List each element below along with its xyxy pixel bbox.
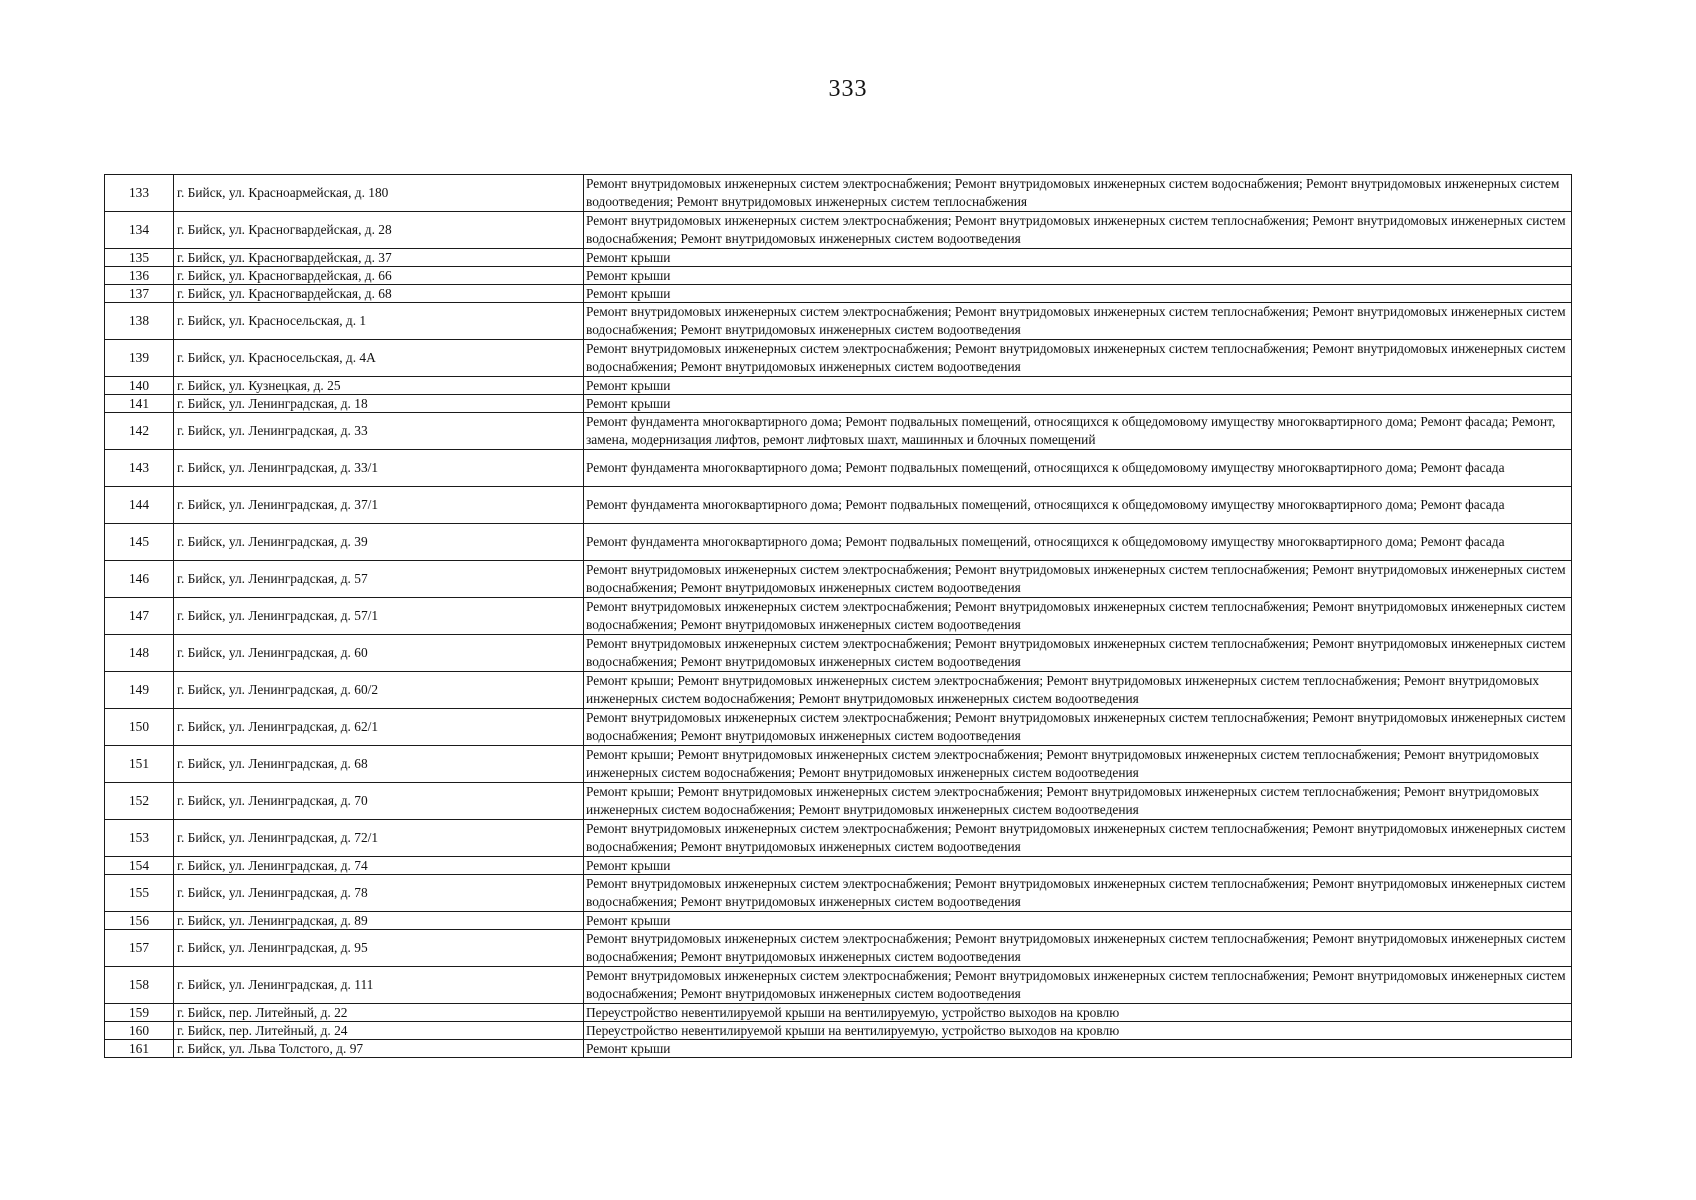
row-number: 144 — [105, 487, 174, 524]
row-works: Ремонт фундамента многоквартирного дома; Ремонт подвальных помещений, относящихся к общедомовому имуществу многоквартирного дома; Ремонт фасада — [584, 450, 1572, 487]
row-works: Ремонт внутридомовых инженерных систем электроснабжения; Ремонт внутридомовых инженерных систем теплоснабжения; Ремонт внутридомовых инженерных систем водоснабжения; Ремонт внутридомовых инженерных систем водоотведения — [584, 340, 1572, 377]
row-address: г. Бийск, ул. Красногвардейская, д. 66 — [174, 267, 584, 285]
row-works: Ремонт крыши — [584, 395, 1572, 413]
row-works: Ремонт внутридомовых инженерных систем электроснабжения; Ремонт внутридомовых инженерных систем теплоснабжения; Ремонт внутридомовых инженерных систем водоснабжения; Ремонт внутридомовых инженерных систем водоотведения — [584, 709, 1572, 746]
row-works: Ремонт фундамента многоквартирного дома; Ремонт подвальных помещений, относящихся к общедомовому имуществу многоквартирного дома; Ремонт фасада — [584, 524, 1572, 561]
row-address: г. Бийск, ул. Красногвардейская, д. 37 — [174, 249, 584, 267]
row-address: г. Бийск, ул. Ленинградская, д. 39 — [174, 524, 584, 561]
table-row — [105, 249, 1572, 267]
row-works: Ремонт крыши — [584, 267, 1572, 285]
table-row — [105, 413, 1572, 450]
row-works: Ремонт внутридомовых инженерных систем электроснабжения; Ремонт внутридомовых инженерных систем теплоснабжения; Ремонт внутридомовых инженерных систем водоснабжения; Ремонт внутридомовых инженерных систем водоотведения — [584, 598, 1572, 635]
row-number: 156 — [105, 912, 174, 930]
table-row — [105, 1022, 1572, 1040]
table-row — [105, 930, 1572, 967]
row-number: 135 — [105, 249, 174, 267]
row-number: 139 — [105, 340, 174, 377]
row-works: Ремонт крыши — [584, 377, 1572, 395]
row-number: 145 — [105, 524, 174, 561]
row-address: г. Бийск, ул. Красносельская, д. 1 — [174, 303, 584, 340]
row-number: 142 — [105, 413, 174, 450]
row-address: г. Бийск, ул. Ленинградская, д. 72/1 — [174, 820, 584, 857]
row-address: г. Бийск, ул. Ленинградская, д. 57 — [174, 561, 584, 598]
row-address: г. Бийск, ул. Красноармейская, д. 180 — [174, 175, 584, 212]
repair-works-table — [104, 174, 1572, 1058]
row-number: 155 — [105, 875, 174, 912]
row-address: г. Бийск, ул. Ленинградская, д. 18 — [174, 395, 584, 413]
table-row — [105, 1004, 1572, 1022]
table-row — [105, 598, 1572, 635]
table-row — [105, 285, 1572, 303]
row-address: г. Бийск, ул. Льва Толстого, д. 97 — [174, 1040, 584, 1058]
row-address: г. Бийск, ул. Ленинградская, д. 60/2 — [174, 672, 584, 709]
row-works: Ремонт фундамента многоквартирного дома; Ремонт подвальных помещений, относящихся к общедомовому имуществу многоквартирного дома; Ремонт фасада — [584, 487, 1572, 524]
row-number: 140 — [105, 377, 174, 395]
row-number: 151 — [105, 746, 174, 783]
row-works: Ремонт внутридомовых инженерных систем электроснабжения; Ремонт внутридомовых инженерных систем водоснабжения; Ремонт внутридомовых инженерных систем водоотведения; Ремонт внутридомовых инженерных систем теплоснабжения — [584, 175, 1572, 212]
table-row — [105, 487, 1572, 524]
row-address: г. Бийск, ул. Красногвардейская, д. 68 — [174, 285, 584, 303]
row-works: Ремонт внутридомовых инженерных систем электроснабжения; Ремонт внутридомовых инженерных систем теплоснабжения; Ремонт внутридомовых инженерных систем водоснабжения; Ремонт внутридомовых инженерных систем водоотведения — [584, 212, 1572, 249]
table-row — [105, 175, 1572, 212]
row-address: г. Бийск, ул. Ленинградская, д. 78 — [174, 875, 584, 912]
row-works: Ремонт крыши; Ремонт внутридомовых инженерных систем электроснабжения; Ремонт внутридомовых инженерных систем теплоснабжения; Ремонт внутридомовых инженерных систем водоснабжения; Ремонт внутридомовых инженерных систем водоотведения — [584, 672, 1572, 709]
row-address: г. Бийск, ул. Ленинградская, д. 68 — [174, 746, 584, 783]
row-number: 150 — [105, 709, 174, 746]
table-row — [105, 857, 1572, 875]
table-row — [105, 524, 1572, 561]
row-number: 147 — [105, 598, 174, 635]
table-row — [105, 212, 1572, 249]
table-row — [105, 340, 1572, 377]
row-address: г. Бийск, ул. Ленинградская, д. 89 — [174, 912, 584, 930]
row-address: г. Бийск, ул. Красносельская, д. 4А — [174, 340, 584, 377]
row-works: Переустройство невентилируемой крыши на вентилируемую, устройство выходов на кровлю — [584, 1004, 1572, 1022]
table-row — [105, 450, 1572, 487]
table-row — [105, 561, 1572, 598]
row-number: 159 — [105, 1004, 174, 1022]
row-address: г. Бийск, ул. Ленинградская, д. 70 — [174, 783, 584, 820]
row-address: г. Бийск, ул. Ленинградская, д. 33 — [174, 413, 584, 450]
row-address: г. Бийск, ул. Кузнецкая, д. 25 — [174, 377, 584, 395]
table-row — [105, 377, 1572, 395]
table-row — [105, 912, 1572, 930]
row-address: г. Бийск, ул. Ленинградская, д. 74 — [174, 857, 584, 875]
row-number: 138 — [105, 303, 174, 340]
row-number: 158 — [105, 967, 174, 1004]
row-number: 133 — [105, 175, 174, 212]
row-works: Ремонт крыши — [584, 285, 1572, 303]
row-works: Ремонт внутридомовых инженерных систем электроснабжения; Ремонт внутридомовых инженерных систем теплоснабжения; Ремонт внутридомовых инженерных систем водоснабжения; Ремонт внутридомовых инженерных систем водоотведения — [584, 967, 1572, 1004]
row-number: 134 — [105, 212, 174, 249]
row-address: г. Бийск, ул. Ленинградская, д. 60 — [174, 635, 584, 672]
row-address: г. Бийск, пер. Литейный, д. 24 — [174, 1022, 584, 1040]
table-row — [105, 672, 1572, 709]
row-address: г. Бийск, ул. Ленинградская, д. 95 — [174, 930, 584, 967]
row-works: Ремонт внутридомовых инженерных систем электроснабжения; Ремонт внутридомовых инженерных систем теплоснабжения; Ремонт внутридомовых инженерных систем водоснабжения; Ремонт внутридомовых инженерных систем водоотведения — [584, 303, 1572, 340]
row-works: Ремонт внутридомовых инженерных систем электроснабжения; Ремонт внутридомовых инженерных систем теплоснабжения; Ремонт внутридомовых инженерных систем водоснабжения; Ремонт внутридомовых инженерных систем водоотведения — [584, 635, 1572, 672]
row-works: Ремонт внутридомовых инженерных систем электроснабжения; Ремонт внутридомовых инженерных систем теплоснабжения; Ремонт внутридомовых инженерных систем водоснабжения; Ремонт внутридомовых инженерных систем водоотведения — [584, 820, 1572, 857]
row-works: Ремонт крыши — [584, 249, 1572, 267]
row-number: 154 — [105, 857, 174, 875]
row-works: Ремонт крыши; Ремонт внутридомовых инженерных систем электроснабжения; Ремонт внутридомовых инженерных систем теплоснабжения; Ремонт внутридомовых инженерных систем водоснабжения; Ремонт внутридомовых инженерных систем водоотведения — [584, 783, 1572, 820]
row-works: Ремонт внутридомовых инженерных систем электроснабжения; Ремонт внутридомовых инженерных систем теплоснабжения; Ремонт внутридомовых инженерных систем водоснабжения; Ремонт внутридомовых инженерных систем водоотведения — [584, 930, 1572, 967]
table-row — [105, 967, 1572, 1004]
row-address: г. Бийск, ул. Ленинградская, д. 33/1 — [174, 450, 584, 487]
row-number: 148 — [105, 635, 174, 672]
row-address: г. Бийск, ул. Ленинградская, д. 62/1 — [174, 709, 584, 746]
row-number: 137 — [105, 285, 174, 303]
row-number: 157 — [105, 930, 174, 967]
row-works: Ремонт крыши — [584, 1040, 1572, 1058]
row-works: Ремонт крыши; Ремонт внутридомовых инженерных систем электроснабжения; Ремонт внутридомовых инженерных систем теплоснабжения; Ремонт внутридомовых инженерных систем водоснабжения; Ремонт внутридомовых инженерных систем водоотведения — [584, 746, 1572, 783]
row-works: Ремонт крыши — [584, 912, 1572, 930]
row-works: Ремонт внутридомовых инженерных систем электроснабжения; Ремонт внутридомовых инженерных систем теплоснабжения; Ремонт внутридомовых инженерных систем водоснабжения; Ремонт внутридомовых инженерных систем водоотведения — [584, 875, 1572, 912]
row-number: 143 — [105, 450, 174, 487]
table-body — [105, 175, 1572, 1058]
table-row — [105, 820, 1572, 857]
row-address: г. Бийск, ул. Ленинградская, д. 37/1 — [174, 487, 584, 524]
table-row — [105, 303, 1572, 340]
page-number: 333 — [828, 76, 868, 102]
row-address: г. Бийск, ул. Ленинградская, д. 57/1 — [174, 598, 584, 635]
row-number: 161 — [105, 1040, 174, 1058]
row-address: г. Бийск, ул. Красногвардейская, д. 28 — [174, 212, 584, 249]
table-row — [105, 783, 1572, 820]
table-row — [105, 875, 1572, 912]
table-row — [105, 1040, 1572, 1058]
row-works: Переустройство невентилируемой крыши на вентилируемую, устройство выходов на кровлю — [584, 1022, 1572, 1040]
row-number: 146 — [105, 561, 174, 598]
row-works: Ремонт внутридомовых инженерных систем электроснабжения; Ремонт внутридомовых инженерных систем теплоснабжения; Ремонт внутридомовых инженерных систем водоснабжения; Ремонт внутридомовых инженерных систем водоотведения — [584, 561, 1572, 598]
table-row — [105, 635, 1572, 672]
table-row — [105, 746, 1572, 783]
row-number: 160 — [105, 1022, 174, 1040]
row-number: 149 — [105, 672, 174, 709]
row-number: 152 — [105, 783, 174, 820]
row-number: 141 — [105, 395, 174, 413]
row-works: Ремонт фундамента многоквартирного дома; Ремонт подвальных помещений, относящихся к общедомовому имуществу многоквартирного дома; Ремонт фасада; Ремонт, замена, модернизация лифтов, ремонт лифтовых шахт, машинных и блочных помещений — [584, 413, 1572, 450]
row-number: 136 — [105, 267, 174, 285]
table-row — [105, 267, 1572, 285]
table-row — [105, 709, 1572, 746]
table-row — [105, 395, 1572, 413]
row-address: г. Бийск, ул. Ленинградская, д. 111 — [174, 967, 584, 1004]
row-address: г. Бийск, пер. Литейный, д. 22 — [174, 1004, 584, 1022]
row-works: Ремонт крыши — [584, 857, 1572, 875]
row-number: 153 — [105, 820, 174, 857]
